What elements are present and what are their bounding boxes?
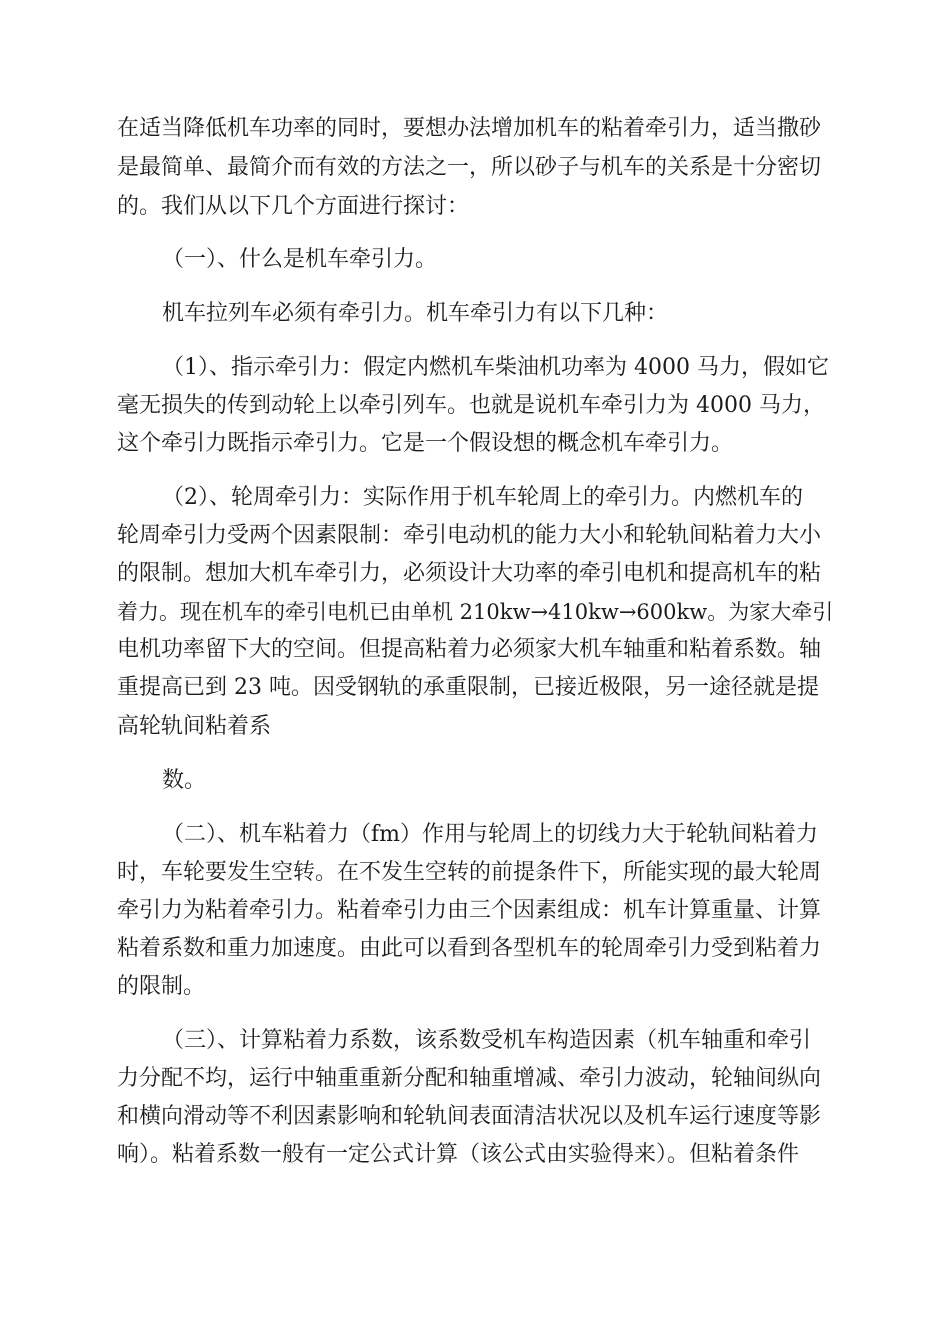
text-line: 这个牵引力既指示牵引力。它是一个假设想的概念机车牵引力。 (117, 431, 734, 456)
text-line: 力分配不均，运行中轴重重新分配和轴重增减、牵引力波动，轮轴间纵向 (117, 1066, 822, 1091)
text-line: 着力。现在机车的牵引电机已由单机 210kw→410kw→600kw。为家大牵引 (117, 600, 834, 624)
text-line: 的。我们从以下几个方面进行探讨： (117, 194, 470, 219)
text-line: 毫无损失的传到动轮上以牵引列车。也就是说机车牵引力为 4000 马力， (117, 393, 825, 418)
text-line: 电机功率留下大的空间。但提高粘着力必须家大机车轴重和粘着系数。轴 (117, 637, 822, 662)
text-line: 在适当降低机车功率的同时，要想办法增加机车的粘着牵引力，适当撒砂 (117, 116, 822, 141)
section-heading-1: （一）、什么是机车牵引力。 (162, 247, 438, 272)
text-line: 时，车轮要发生空转。在不发生空转的前提条件下，所能实现的最大轮周 (117, 860, 822, 885)
paragraph-continuation: 数。 (162, 768, 207, 793)
text-line: （二）、机车粘着力（fm）作用与轮周上的切线力大于轮轨间粘着力 (162, 822, 819, 847)
text-line: 轮周牵引力受两个因素限制：牵引电动机的能力大小和轮轨间粘着力大小 (117, 523, 822, 548)
text-line: 的限制。 (117, 974, 206, 999)
text-line: 牵引力为粘着牵引力。粘着牵引力由三个因素组成：机车计算重量、计算 (117, 898, 822, 923)
text-line: 高轮轨间粘着系 (117, 714, 272, 739)
text-line: 是最简单、最简介而有效的方法之一，所以砂子与机车的关系是十分密切 (117, 155, 822, 180)
text-line: 粘着系数和重力加速度。由此可以看到各型机车的轮周牵引力受到粘着力 (117, 936, 822, 961)
text-line: （三）、计算粘着力系数，该系数受机车构造因素（机车轴重和牵引 (162, 1028, 812, 1053)
text-line: 重提高已到 23 吨。因受钢轨的承重限制，已接近极限，另一途径就是提 (117, 675, 819, 700)
text-line: （2）、轮周牵引力：实际作用于机车轮周上的牵引力。内燃机车的 (162, 485, 803, 510)
text-line: （1）、指示牵引力：假定内燃机车柴油机功率为 4000 马力，假如它 (162, 355, 829, 380)
text-line: 响）。粘着系数一般有一定公式计算（该公式由实验得来）。但粘着条件 (117, 1142, 800, 1167)
paragraph-traction-types: 机车拉列车必须有牵引力。机车牵引力有以下几种： (162, 301, 669, 326)
text-line: 的限制。想加大机车牵引力，必须设计大功率的牵引电机和提高机车的粘 (117, 561, 822, 586)
text-line: 和横向滑动等不利因素影响和轮轨间表面清洁状况以及机车运行速度等影 (117, 1104, 822, 1129)
